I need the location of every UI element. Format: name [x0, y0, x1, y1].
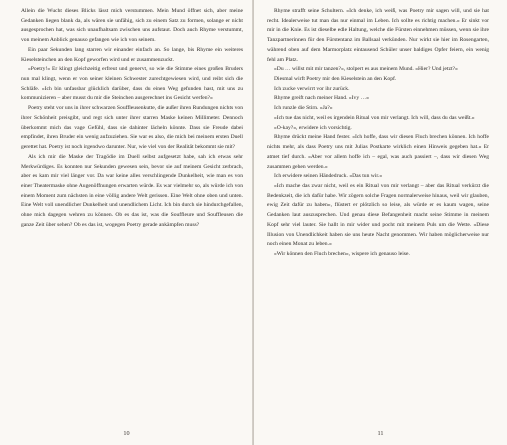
paragraph: Ich erwidere seinen Händedruck. »Das tun wir.« — [274, 173, 383, 180]
paragraph: Allein die Wucht dieses Blicks lässt mich verstummen. Mein Mund öffnet sich, aber meine Gedanken liegen blank da, als wären sie unfähig, sich zu einem Satz zu formen, solange er nicht ausgesprochen hat, was sich unaufhaltsam zwischen uns aufstaut. Doch auch Rhyme verstummt, von meinem Anblick genauso gefangen wie ich von seinem. — [21, 8, 243, 44]
left-page-text — [21, 7, 243, 231]
paragraph: »Wir können den Fluch brechen«, wispere ich genauso leise. — [274, 250, 410, 257]
page-number: 10 — [123, 430, 130, 437]
paragraph: »Ich tue das nicht, weil es irgendein Ritual von mir verlangt. Ich will, dass du das weißt.« — [274, 114, 475, 121]
paragraph: Ein paar Sekunden lang starren wir einander einfach an. So lange, bis Rhyme ein weiteres Kieselsteinchen an den Kopf geworfen wird und er zusammenzuckt. — [21, 46, 243, 63]
paragraph: »Poetry!« Er klingt gleichzeitig erfreut und genervt, so wie die Stimme eines großen Bruders nun mal klingt, wenn er von seiner kleinen Schwester zurechtgewiesen wird, und reibt sich die Schläfe. »Ich bin unfassbar glücklich darüber, dass du einen Weg gefunden hast, mit uns zu kommunizieren – aber musst du mir die Steinchen ausgerechnet ins Gesicht werfen?« — [21, 66, 243, 102]
paragraph: Ich runzle die Stirn. »Ja?« — [274, 105, 333, 112]
paragraph: Diesmal wirft Poetry mir den Kieselstein an den Kopf. — [274, 76, 397, 83]
paragraph: »O-kay?«, erwidere ich vorsichtig. — [274, 124, 352, 131]
paragraph: Rhyme drückt meine Hand fester. »Ich hoffe, dass wir diesen Fluch brechen können. Ich hoffe nichts mehr, als dass Poetry uns mit Julias Postkarte wirklich einen Hinweis gegeben hat.« Er atmet tief durch. »Aber vor allem hoffe ich – egal, was auch passiert –, dass wir diesen Weg zusammen gehen werden.« — [267, 134, 489, 170]
paragraph: Als ich mir die Maske der Tragödie im Duell selbst aufgesetzt habe, sah ich etwas sehr Merkwürdiges. Es konnten nur Sekunden gewesen sein, bevor sie auf meinem Gesicht zerbrach, aber es kam mir viel länger vor. Da war keine alles verschlingende Dunkelheit, wie man es von einer Theatermaske ohne Augenöffnungen erwarten würde. Es war vielmehr so, als würde ich von einem Moment zum nächsten in eine völlig andere Welt gerissen. Eine Welt ohne oben und unten. Eine Welt voll unendlicher Dunkelheit und unendlichem Licht. Ich bin durch sie hindurchgefallen, ohne mich dagegen wehren zu können. Ob es das ist, was die Souffleure und Souffleusen die ganze Zeit über sehen? Ob es das ist, wogegen Poetry gerade ankämpfen muss? — [21, 153, 243, 228]
paragraph: Rhyme strafft seine Schultern. »Ich denke, ich weiß, was Poetry mir sagen will, und sie hat recht. Idealerweise tut man das nur einmal im Leben. Ich sollte es richtig machen.« Er sinkt vor mir in die Knie. Es ist dieselbe edle Haltung, welche die Fürsten einnehmen müssen, wenn sie ihre Tanzpartnerinnen für den Fürstentanz im Ballsaal verkünden. Nur wirkt sie hier im Rosengarten, während oben auf dem Marmorplatz eintausend Schüler unser baldiges Opfer feiern, ein wenig fehl am Platz. — [267, 8, 489, 63]
paragraph: Ich zucke verwirrt vor ihr zurück. — [274, 85, 350, 92]
paragraph: »Ich mache das zwar nicht, weil es ein Ritual von mir verlangt – aber das Ritual verkürzt die Bedenkzeit, die ich dafür habe. Wir zögern solche Fragen normalerweise hinaus, weil wir glauben, ewig Zeit dafür zu haben«, flüstert er plötzlich so leise, als würde er es kaum wagen, seine Gedanken laut auszusprechen. Und genau diese Befangenheit macht seine Stimme in meinem Kopf sehr viel lauter. Sie hallt in mir wider und pocht mit meinem Puls um die Wette. »Diese Illusion von Unendlichkeit haben sie uns heute Nacht genommen. Wir haben möglicherweise nur noch einen Monat zu leben.« — [267, 182, 489, 248]
right-page — [254, 0, 507, 445]
right-page-text — [267, 7, 489, 260]
paragraph: »Du … willst mit mir tanzen?«, stolpert es aus meinem Mund. »Hier? Und jetzt?« — [274, 66, 458, 73]
left-page — [0, 0, 253, 445]
page-number: 11 — [377, 430, 384, 437]
paragraph: Rhyme greift nach meiner Hand. »Ivy …« — [274, 95, 369, 102]
paragraph: Poetry steht vor uns in ihrer schwarzen Souffleusenkutte, die außer ihren Rundungen nichts von ihrer Schönheit preisgibt, und regt sich unter ihrer starren Maske keinen Millimeter. Dennoch überkommt mich das vage Gefühl, dass sie dahinter lächeln könnte. Dass sie Freude dabei empfindet, ihren Bruder ein wenig aufzuziehen. Sie war es also, die mich bei meinem ersten Duell gerettet hat. Poetry ist noch irgendwo darunter. Nur, wie viel von der Realität bekommt sie mit? — [21, 105, 243, 151]
